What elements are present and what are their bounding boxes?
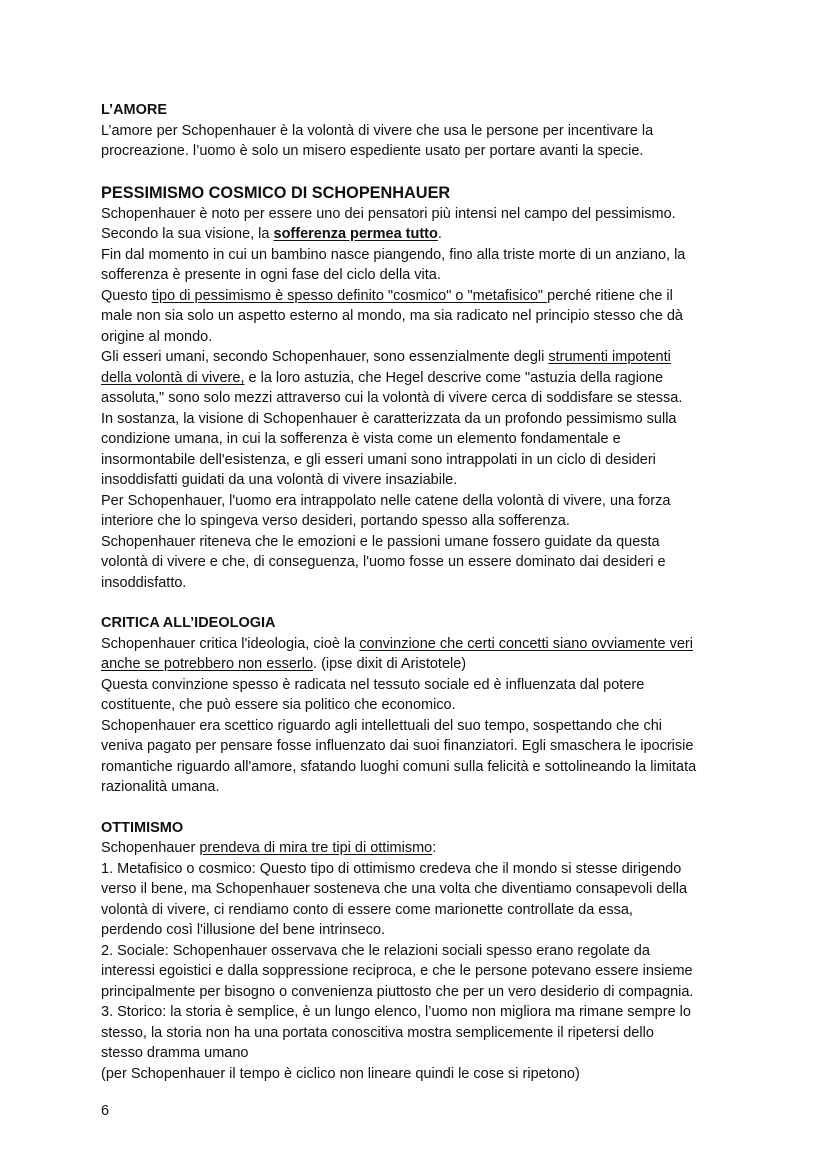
text-run: : <box>432 840 437 856</box>
page-content <box>101 100 733 1084</box>
paragraph-line: In sostanza, la visione di Schopenhauer è caratterizzata da un profondo pessimismo sulla <box>101 410 677 427</box>
paragraph-line: volontà di vivere, ci rendiamo conto di essere come marionette controllate da essa, <box>101 901 633 918</box>
page-number: 6 <box>101 1103 110 1119</box>
paragraph-line: L’amore per Schopenhauer è la volontà di vivere che usa le persone per incentivare la <box>101 122 654 139</box>
paragraph-line <box>101 838 733 859</box>
text-run: perché ritiene che il <box>547 287 673 304</box>
underlined-text: tipo di pessimismo è spesso definito "cosmico" o "metafisico" <box>151 287 548 304</box>
paragraph-line: 2. Sociale: Schopenhauer osservava che le relazioni sociali spesso erano regolate da <box>101 942 650 959</box>
section-pessimismo <box>101 182 733 594</box>
text-run: e la loro astuzia, che Hegel descrive come "astuzia della ragione <box>244 369 664 386</box>
paragraph-line: male non sia solo un aspetto esterno al mondo, ma sia radicato nel principio stesso che dà <box>101 308 683 324</box>
paragraph-line <box>101 224 733 245</box>
text-run: Gli esseri umani, secondo Schopenhauer, sono essenzialmente degli <box>101 349 549 365</box>
paragraph-line: sofferenza è presente in ogni fase del ciclo della vita. <box>101 267 441 283</box>
paragraph-line: verso il bene, ma Schopenhauer sosteneva che una volta che diventiamo consapevoli della <box>101 881 688 897</box>
paragraph-line: 3. Storico: la storia è semplice, è un lungo elenco, l’uomo non migliora ma rimane sempre lo <box>101 1004 691 1020</box>
paragraph-line: insoddisfatti guidati da una volontà di vivere insaziabile. <box>101 472 458 488</box>
paragraph-line: interiore che lo spingeva verso desideri, portando spesso alla sofferenza. <box>101 513 570 529</box>
paragraph-line: volontà di vivere e che, di conseguenza, l'uomo fosse un essere dominato dai desideri e <box>101 554 666 570</box>
underlined-text: prendeva di mira tre tipi di ottimismo <box>199 840 433 856</box>
underlined-text: anche se potrebbero non esserlo <box>101 656 314 672</box>
section-critica <box>101 613 733 798</box>
underlined-text: convinzione che certi concetti siano ovviamente veri <box>359 635 693 652</box>
paragraph-line: razionalità umana. <box>101 779 220 795</box>
text-run: . <box>437 226 442 242</box>
paragraph-line: perdendo così l'illusione del bene intrinseco. <box>101 922 386 938</box>
paragraph-line: romantiche riguardo all'amore, sfatando luoghi comuni sulla felicità e sottolineando la limitata <box>101 758 697 775</box>
paragraph-line: stesso, la storia non ha una portata conoscitiva mostra semplicemente il ripetersi dello <box>101 1024 654 1041</box>
text-run: Schopenhauer critica l'ideologia, cioè la <box>101 635 360 652</box>
paragraph-line: costituente, che può essere sia politico che economico. <box>101 697 456 713</box>
text-run: Questo <box>101 287 152 304</box>
section-amore <box>101 100 733 162</box>
paragraph-line <box>101 634 733 655</box>
paragraph-line <box>101 347 733 368</box>
paragraph-line: Schopenhauer è noto per essere uno dei pensatori più intensi nel campo del pessimismo. <box>101 205 676 222</box>
section-ottimismo <box>101 818 733 1085</box>
paragraph-line: Schopenhauer riteneva che le emozioni e le passioni umane fossero guidate da questa <box>101 533 660 550</box>
paragraph-line: procreazione. l’uomo è solo un misero espediente usato per portare avanti la specie. <box>101 143 644 159</box>
text-run: . (ipse dixit di Aristotele) <box>313 656 467 672</box>
heading-pessimismo: PESSIMISMO COSMICO DI SCHOPENHAUER <box>101 183 451 202</box>
paragraph-line: interessi egoistici e dalla soppressione reciproca, e che le persone potevano essere insieme <box>101 963 693 979</box>
paragraph-line: principalmente per bisogno o convenienza piuttosto che per un vero desiderio di compagnia. <box>101 983 694 1000</box>
heading-critica: CRITICA ALL’IDEOLOGIA <box>101 615 276 631</box>
heading-amore: L’AMORE <box>101 102 168 118</box>
paragraph-line: insormontabile dell'esistenza, e gli esseri umani sono intrappolati in un ciclo di desideri <box>101 451 656 468</box>
underlined-text: strumenti impotenti <box>548 349 671 365</box>
text-run: Schopenhauer <box>101 840 200 856</box>
paragraph-line <box>101 654 733 675</box>
paragraph-line: origine al mondo. <box>101 328 213 345</box>
underlined-text: della volontà di vivere, <box>101 369 245 386</box>
paragraph-line <box>101 368 733 389</box>
paragraph-line: Questa convinzione spesso è radicata nel tessuto sociale ed è influenzata dal potere <box>101 676 645 693</box>
paragraph-line: stesso dramma umano <box>101 1045 249 1061</box>
paragraph-line: Schopenhauer era scettico riguardo agli intellettuali del suo tempo, sospettando che chi <box>101 717 663 734</box>
heading-ottimismo: OTTIMISMO <box>101 819 184 836</box>
paragraph-line: condizione umana, in cui la sofferenza è vista come un elemento fondamentale e <box>101 431 621 447</box>
paragraph-line <box>101 286 733 307</box>
paragraph-line: Per Schopenhauer, l'uomo era intrappolato nelle catene della volontà di vivere, una forza <box>101 492 671 509</box>
paragraph-line: (per Schopenhauer il tempo è ciclico non lineare quindi le cose si ripetono) <box>101 1065 580 1082</box>
paragraph-line: Fin dal momento in cui un bambino nasce piangendo, fino alla triste morte di un anziano, la <box>101 246 686 263</box>
paragraph-line: 1. Metafisico o cosmico: Questo tipo di ottimismo credeva che il mondo si stesse dirigendo <box>101 860 682 877</box>
text-run: Secondo la sua visione, la <box>101 226 274 242</box>
emphasis-text: sofferenza permea tutto <box>273 226 438 242</box>
paragraph-line: insoddisfatto. <box>101 574 187 591</box>
paragraph-line: assoluta," sono solo mezzi attraverso cui la volontà di vivere cerca di soddisfare se stessa. <box>101 390 683 406</box>
paragraph-line: veniva pagato per pensare fosse influenzato dai suoi finanziatori. Egli smaschera le ipocrisie <box>101 738 694 754</box>
